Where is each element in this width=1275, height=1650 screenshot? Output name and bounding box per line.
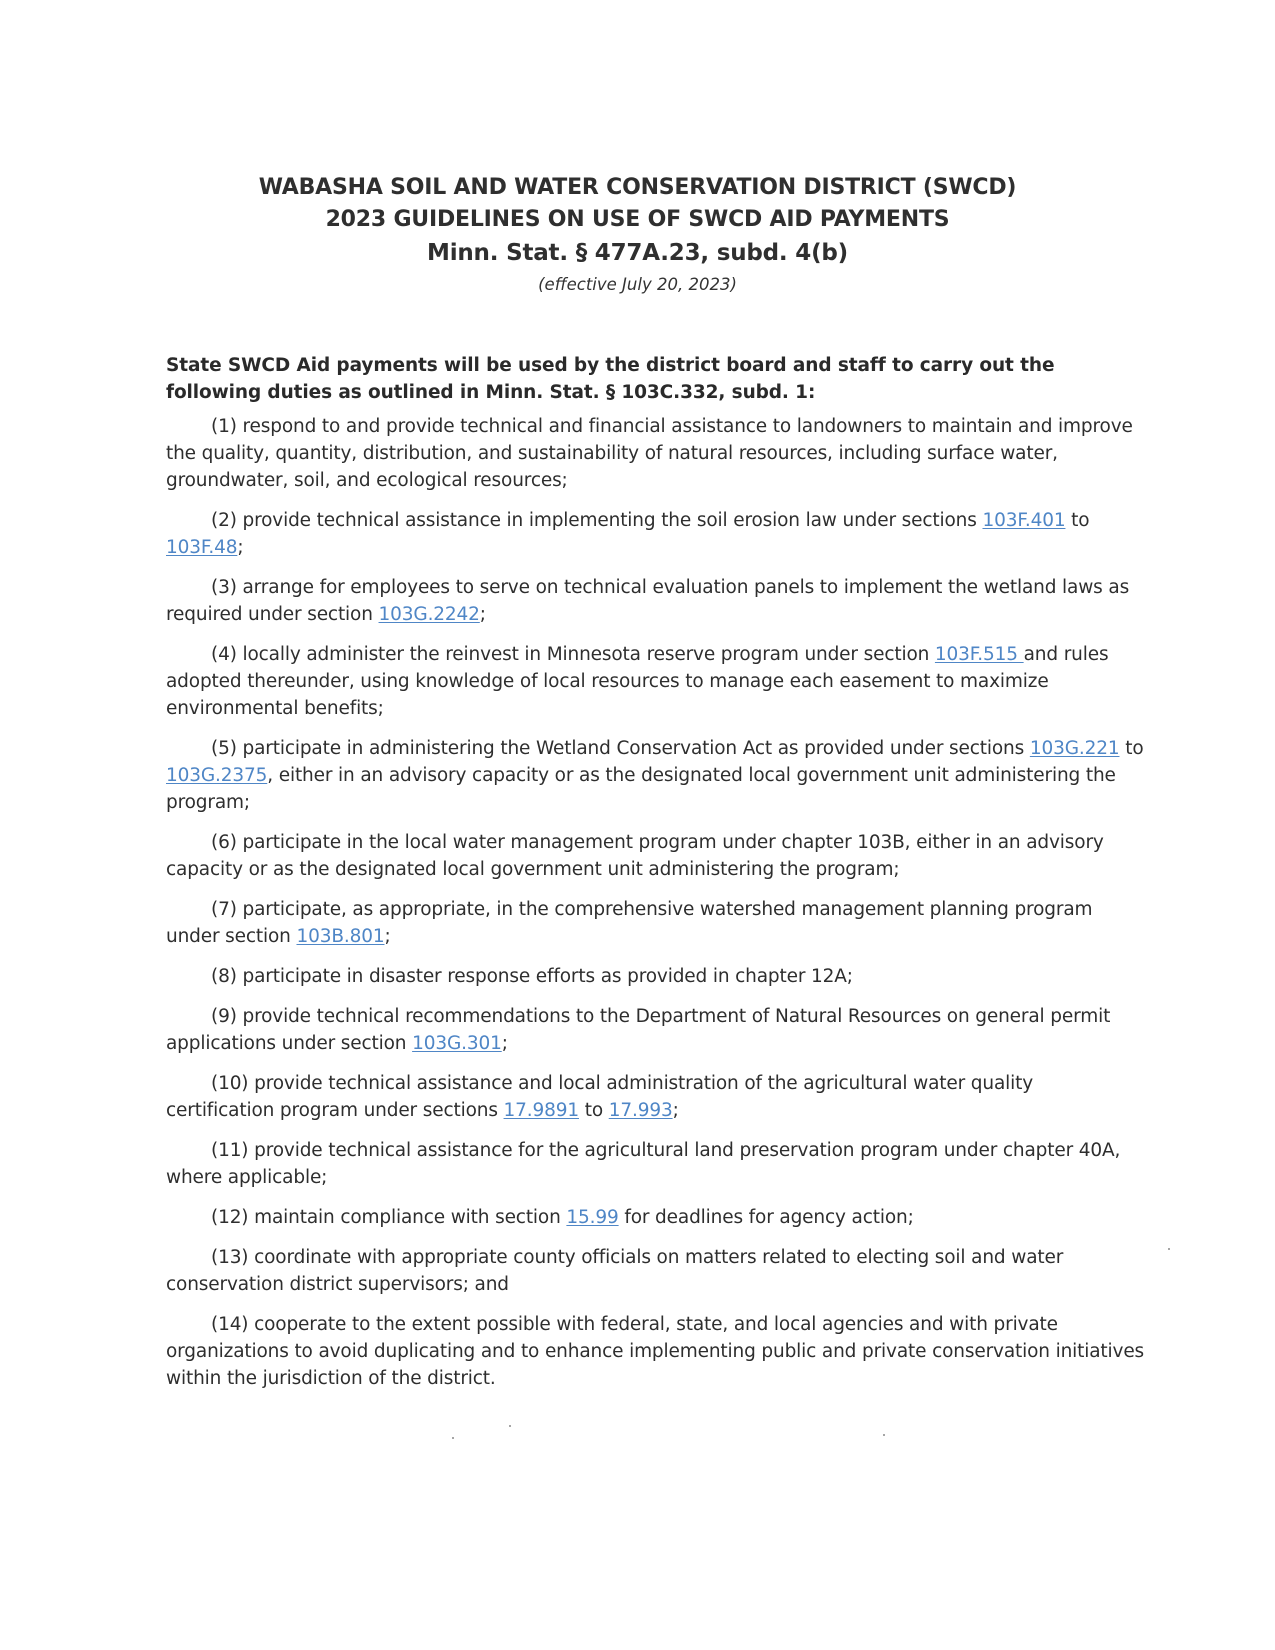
effective-date-text: effective July 20, 2023 [544, 275, 731, 294]
duty-5-end: , either in an advisory capacity or as the designated local government unit administering the program; [166, 765, 1116, 813]
duty-7-end: ; [384, 926, 391, 947]
duty-item-11 [166, 1137, 1146, 1191]
duty-item-1 [166, 413, 1146, 494]
duty-4-end: and rules adopted thereunder, using knowledge of local resources to manage each easement to maximize environmental benefits; [166, 644, 1109, 719]
statute-link-103g2375[interactable]: 103G.2375 [166, 765, 268, 786]
duty-item-2 [166, 507, 1146, 561]
duty-2-end: ; [237, 537, 244, 558]
scan-speck [452, 1437, 454, 1439]
guidelines-title: 2023 GUIDELINES ON USE OF SWCD AID PAYMENTS [325, 207, 950, 232]
statute-link-17993[interactable]: 17.993 [608, 1100, 673, 1121]
statute-link-103f48[interactable]: 103F.48 [166, 537, 238, 558]
duty-6-text: (6) participate in the local water management program under chapter 103B, either in an advisory capacity or as the designated local government unit administering the program; [166, 832, 1104, 880]
duty-9-end: ; [501, 1033, 508, 1054]
duty-item-14 [166, 1311, 1146, 1392]
effective-date [0, 272, 1275, 298]
duty-9-text: (9) provide technical recommendations to the Department of Natural Resources on general permit applications under section [166, 1006, 1111, 1054]
district-title: WABASHA SOIL AND WATER CONSERVATION DISTRICT (SWCD) [258, 175, 1017, 200]
duty-14-text: (14) cooperate to the extent possible with federal, state, and local agencies and with private organizations to avoid duplicating and to enhance implementing public and private conservation initiatives within the jurisdiction of the district. [166, 1314, 1145, 1389]
effective-open-paren: ( [538, 275, 545, 294]
statute-link-103g2242[interactable]: 103G.2242 [378, 604, 480, 625]
duty-12-end: for deadlines for agency action; [618, 1207, 914, 1228]
statute-link-103f515[interactable]: 103F.515 [934, 644, 1024, 665]
duty-item-6 [166, 829, 1146, 883]
statute-link-103b801[interactable]: 103B.801 [296, 926, 385, 947]
statute-link-103g301[interactable]: 103G.301 [412, 1033, 502, 1054]
duty-item-13 [166, 1244, 1146, 1298]
duty-3-text: (3) arrange for employees to serve on technical evaluation panels to implement the wetland laws as required under section [166, 577, 1130, 625]
statute-link-1599[interactable]: 15.99 [566, 1207, 619, 1228]
duty-item-8 [166, 963, 1146, 990]
document-body [166, 352, 1146, 1405]
duty-item-12 [166, 1204, 1146, 1231]
duty-item-9 [166, 1003, 1146, 1057]
statute-reference: Minn. Stat. § 477A.23, subd. 4(b) [427, 240, 848, 266]
duty-2-connector: to [1065, 510, 1090, 531]
duty-8-text: (8) participate in disaster response efforts as provided in chapter 12A; [211, 966, 853, 987]
duty-2-text: (2) provide technical assistance in implementing the soil erosion law under sections [211, 510, 983, 531]
duty-13-text: (13) coordinate with appropriate county officials on matters related to electing soil and water conservation district supervisors; and [166, 1247, 1064, 1295]
duty-item-10 [166, 1070, 1146, 1124]
intro-paragraph: State SWCD Aid payments will be used by the district board and staff to carry out the following duties as outlined in Minn. Stat. § 103C.332, subd. 1: [166, 355, 1055, 403]
statute-link-179891[interactable]: 17.9891 [503, 1100, 579, 1121]
duty-item-4 [166, 641, 1146, 722]
statute-link-103f401[interactable]: 103F.401 [982, 510, 1066, 531]
scan-speck [883, 1434, 885, 1436]
duty-item-3 [166, 574, 1146, 628]
duty-10-text: (10) provide technical assistance and local administration of the agricultural water quality certification program under sections [166, 1073, 1034, 1121]
duty-3-end: ; [479, 604, 486, 625]
effective-close-paren: ) [730, 275, 737, 294]
document-header [0, 172, 1275, 298]
duty-item-5 [166, 735, 1146, 816]
duty-5-text: (5) participate in administering the Wetland Conservation Act as provided under sections [211, 738, 1030, 759]
duty-12-text: (12) maintain compliance with section [211, 1207, 567, 1228]
duty-4-text: (4) locally administer the reinvest in Minnesota reserve program under section [211, 644, 935, 665]
duty-7-text: (7) participate, as appropriate, in the comprehensive watershed management planning program under section [166, 899, 1093, 947]
duty-1-text: (1) respond to and provide technical and financial assistance to landowners to maintain and improve the quality, quantity, distribution, and sustainability of natural resources, including surface water, groundwater, soil, and ecological resources; [166, 416, 1133, 491]
scan-speck [1168, 1248, 1170, 1250]
duty-11-text: (11) provide technical assistance for the agricultural land preservation program under chapter 40A, where applicable; [166, 1140, 1121, 1188]
duties-list [166, 413, 1146, 1392]
statute-link-103g221[interactable]: 103G.221 [1029, 738, 1120, 759]
duty-item-7 [166, 896, 1146, 950]
scan-speck [509, 1425, 511, 1427]
duty-5-connector: to [1119, 738, 1144, 759]
duty-10-end: ; [672, 1100, 679, 1121]
duty-10-connector: to [579, 1100, 609, 1121]
